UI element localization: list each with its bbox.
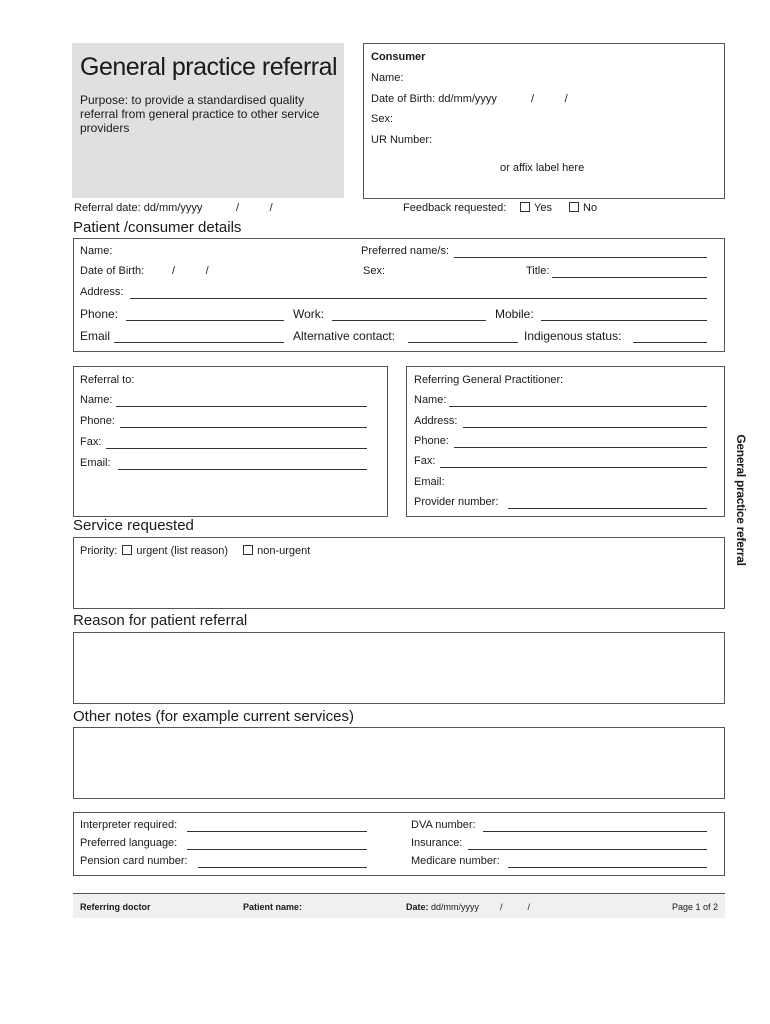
non-urgent-label: non-urgent [257,545,311,557]
patient-email-field[interactable] [114,342,284,343]
footer-patient-label: Patient name: [243,902,303,912]
gp-phone-label: Phone: [414,435,449,447]
patient-dob-slashes: / / [172,265,209,277]
patient-preferred-label: Preferred name/s: [361,245,450,257]
patient-dob-label: Date of Birth: [80,265,145,277]
referral-date-slashes: / / [236,202,273,214]
gp-address-label: Address: [414,415,458,427]
patient-phone-field[interactable] [126,320,284,321]
gp-address-field[interactable] [463,427,707,428]
extra-info-box [73,812,725,876]
patient-alt-contact-field[interactable] [408,342,518,343]
patient-mobile-label: Mobile: [495,307,534,321]
patient-work-field[interactable] [332,320,486,321]
consumer-dob-label: Date of Birth: dd/mm/yyyy [371,93,497,105]
gp-name-label: Name: [414,394,447,406]
page-title: General practice referral [80,53,338,81]
urgent-checkbox[interactable] [122,545,132,555]
language-field[interactable] [187,849,367,850]
gp-heading: Referring General Practitioner: [414,374,564,386]
patient-preferred-field[interactable] [454,257,707,258]
footer-bar [73,893,725,918]
consumer-heading: Consumer [371,51,426,63]
patient-work-label: Work: [293,307,325,321]
footer-doctor-label: Referring doctor [80,902,151,912]
header-panel [72,43,344,198]
patient-name-label: Name: [80,245,113,257]
gp-provider-field[interactable] [508,508,707,509]
patient-phone-label: Phone: [80,307,119,321]
service-section-title: Service requested [73,517,194,534]
insurance-label: Insurance: [411,837,463,849]
service-requested-box[interactable] [73,537,725,609]
notes-box[interactable] [73,727,725,799]
footer-date-label: Date: [406,902,429,912]
priority-label: Priority: [80,545,118,557]
patient-indigenous-label: Indigenous status: [524,329,622,343]
side-label: General practice referral [734,434,748,566]
medicare-field[interactable] [508,867,707,868]
insurance-field[interactable] [468,849,707,850]
reason-box[interactable] [73,632,725,704]
referral-to-email-label: Email: [80,457,111,469]
dva-label: DVA number: [411,819,476,831]
gp-email-label: Email: [414,476,445,488]
patient-section-title: Patient /consumer details [73,219,242,236]
consumer-sex-label: Sex: [371,113,394,125]
referring-gp-box [406,366,725,517]
consumer-name-label: Name: [371,72,404,84]
patient-details-box [73,238,725,352]
gp-fax-field[interactable] [440,467,707,468]
patient-indigenous-field[interactable] [633,342,707,343]
affix-label-text: or affix label here [500,162,585,174]
footer-page-number: Page 1 of 2 [671,902,718,912]
consumer-box [363,43,725,199]
footer-date-slashes: / / [500,902,531,912]
referral-to-box [73,366,388,517]
patient-address-label: Address: [80,286,124,298]
footer-date [406,902,479,912]
gp-fax-label: Fax: [414,455,436,467]
purpose-text: Purpose: to provide a standardised quality referral from general practice to other service providers [80,93,320,135]
referral-to-name-label: Name: [80,394,113,406]
referral-to-name-field[interactable] [116,406,367,407]
referral-date-label: Referral date: dd/mm/yyyy [74,202,203,214]
footer-date-format: dd/mm/yyyy [431,902,480,912]
feedback-yes-label: Yes [534,202,552,214]
gp-name-field[interactable] [449,406,707,407]
feedback-yes-checkbox[interactable] [520,202,530,212]
feedback-no-label: No [583,202,598,214]
non-urgent-checkbox[interactable] [243,545,253,555]
interpreter-field[interactable] [187,831,367,832]
priority-row [80,545,310,557]
patient-title-field[interactable] [552,277,707,278]
feedback-label: Feedback requested: [403,202,507,214]
interpreter-label: Interpreter required: [80,819,178,831]
referral-to-phone-label: Phone: [80,415,115,427]
language-label: Preferred language: [80,837,178,849]
dva-field[interactable] [483,831,707,832]
urgent-label: urgent (list reason) [136,545,229,557]
patient-sex-label: Sex: [363,265,386,277]
pension-label: Pension card number: [80,855,188,867]
patient-address-field[interactable] [130,298,707,299]
referral-to-phone-field[interactable] [120,427,367,428]
notes-section-title: Other notes (for example current services) [73,708,354,725]
medicare-label: Medicare number: [411,855,500,867]
gp-provider-label: Provider number: [414,496,499,508]
referral-to-heading: Referral to: [80,374,135,386]
patient-email-label: Email [80,329,111,343]
patient-alt-contact-label: Alternative contact: [293,329,396,343]
feedback-yes-option[interactable] [520,202,552,214]
pension-field[interactable] [198,867,367,868]
referral-to-fax-field[interactable] [106,448,367,449]
consumer-dob-slashes: / / [531,93,568,105]
patient-title-label: Title: [526,265,550,277]
consumer-ur-label: UR Number: [371,134,433,146]
feedback-no-checkbox[interactable] [569,202,579,212]
patient-mobile-field[interactable] [541,320,707,321]
feedback-no-option[interactable] [569,202,597,214]
reason-section-title: Reason for patient referral [73,612,248,629]
referral-to-email-field[interactable] [118,469,367,470]
referral-to-fax-label: Fax: [80,436,102,448]
gp-phone-field[interactable] [454,447,707,448]
